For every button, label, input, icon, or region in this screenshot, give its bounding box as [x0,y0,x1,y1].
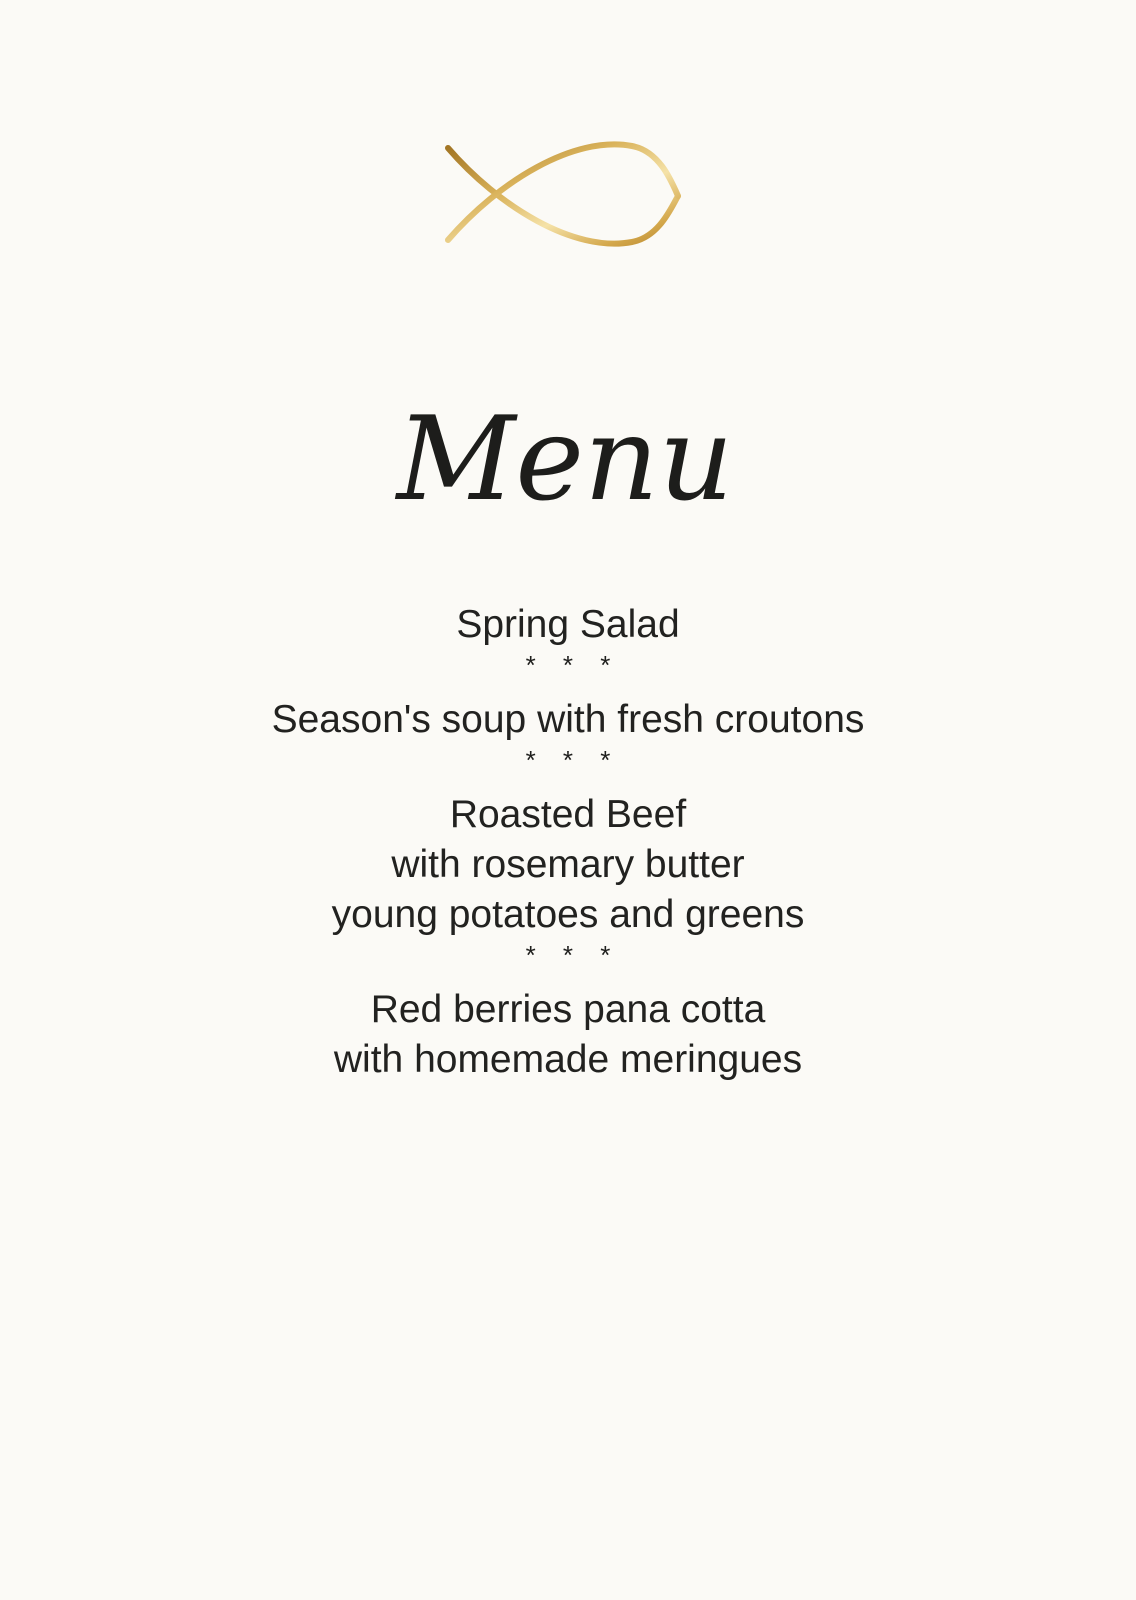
course-line: Season's soup with fresh croutons [271,698,865,741]
course-soup [0,695,1136,775]
ichthys-fish-icon [446,138,690,256]
course-line: with rosemary butter [391,843,745,886]
menu-title-text: Menu [396,392,734,527]
course-line: with homemade meringues [333,1038,803,1081]
course-dessert [0,985,1136,1085]
course-separator: * * * [525,745,621,775]
course-starter [0,600,1136,680]
course-separator: * * * [525,940,621,970]
course-line: Red berries pana cotta [370,988,766,1031]
course-main [0,790,1136,970]
menu-course-list [0,600,1136,1085]
menu-title [396,392,734,530]
course-line: young potatoes and greens [331,893,805,936]
course-line: Spring Salad [456,603,680,646]
course-separator: * * * [525,650,621,680]
course-line: Roasted Beef [449,793,687,836]
